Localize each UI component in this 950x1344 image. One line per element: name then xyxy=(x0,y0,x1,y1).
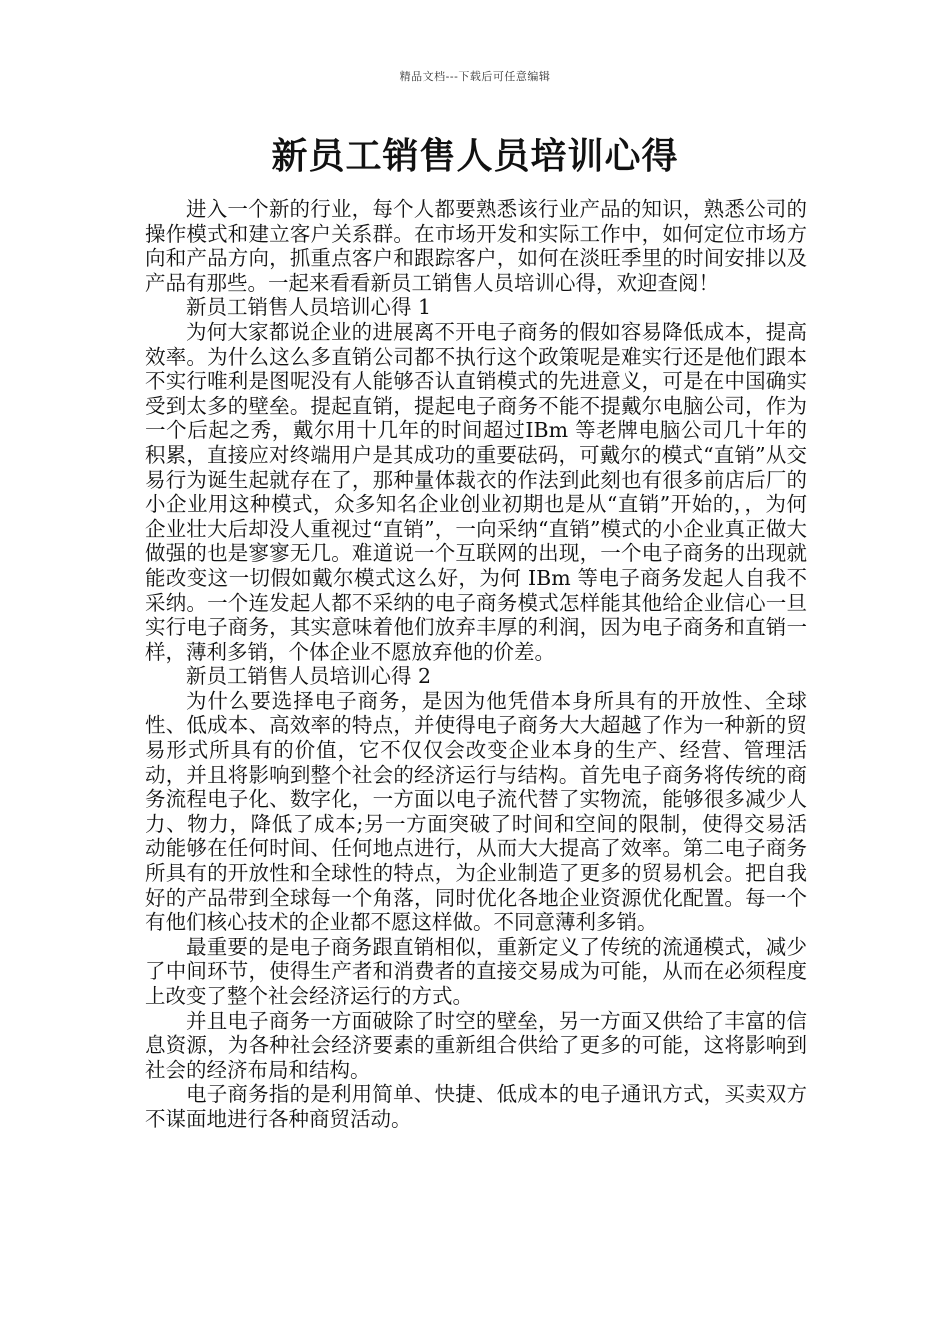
body-paragraph: 为何大家都说企业的进展离不开电子商务的假如容易降低成本，提高效率。为什么这么多直销公司都不执行这个政策呢是难实行还是他们跟本不实行唯利是图呢没有人能够否认直销模式的先进意义，可是在中国确实受到太多的壁垒。提起直销，提起电子商务不能不提戴尔电脑公司，作为一个后起之秀，戴尔用十几年的时间超过IBm 等老牌电脑公司几十年的积累，直接应对终端用户是其成功的重要砝码，可戴尔的模式“直销”从交易行为诞生起就存在了，那种量体裁衣的作法到此刻也有很多前店后厂的小企业用这种模式，众多知名企业创业初期也是从“直销”开始的，，为何企业壮大后却没人重视过“直销”，一向采纳“直销”模式的小企业真正做大做强的也是寥寥无几。难道说一个互联网的出现，一个电子商务的出现就能改变这一切假如戴尔模式这么好，为何 IBm 等电子商务发起人自我不采纳。一个连发起人都不采纳的电子商务模式怎样能其他给企业信心一旦实行电子商务，其实意味着他们放弃丰厚的利润，因为电子商务和直销一样，薄利多销，个体企业不愿放弃他的价差。 xyxy=(145,319,807,664)
document-title: 新员工销售人员培训心得 xyxy=(271,135,679,177)
document-body xyxy=(145,197,807,1132)
body-paragraph: 为什么要选择电子商务，是因为他凭借本身所具有的开放性、全球性、低成本、高效率的特点，并使得电子商务大大超越了作为一种新的贸易形式所具有的价值，它不仅仅会改变企业本身的生产、经营、管理活动，并且将影响到整个社会的经济运行与结构。首先电子商务将传统的商务流程电子化、数字化，一方面以电子流代替了实物流，能够很多减少人力、物力，降低了成本;另一方面突破了时间和空间的限制，使得交易活动能够在任何时间、任何地点进行，从而大大提高了效率。第二电子商务所具有的开放性和全球性的特点，为企业制造了更多的贸易机会。把自我好的产品带到全球每一个角落，同时优化各地企业资源优化配置。每一个有他们核心技术的企业都不愿这样做。不同意薄利多销。 xyxy=(145,688,807,935)
header-note: 精品文档---下载后可任意编辑 xyxy=(399,70,551,83)
intro-paragraph: 进入一个新的行业，每个人都要熟悉该行业产品的知识，熟悉公司的操作模式和建立客户关系群。在市场开发和实际工作中，如何定位市场方向和产品方向，抓重点客户和跟踪客户，如何在淡旺季里的时间安排以及产品有那些。一起来看看新员工销售人员培训心得，欢迎查阅！ xyxy=(145,197,807,295)
body-paragraph: 最重要的是电子商务跟直销相似，重新定义了传统的流通模式，减少了中间环节，使得生产者和消费者的直接交易成为可能，从而在必须程度上改变了整个社会经济运行的方式。 xyxy=(145,934,807,1008)
body-paragraph: 并且电子商务一方面破除了时空的壁垒，另一方面又供给了丰富的信息资源，为各种社会经济要素的重新组合供给了更多的可能，这将影响到社会的经济布局和结构。 xyxy=(145,1008,807,1082)
section-heading-2: 新员工销售人员培训心得 2 xyxy=(186,664,432,689)
body-paragraph: 电子商务指的是利用简单、快捷、低成本的电子通讯方式，买卖双方不谋面地进行各种商贸活动。 xyxy=(145,1082,807,1131)
section-heading-1: 新员工销售人员培训心得 1 xyxy=(186,295,432,320)
